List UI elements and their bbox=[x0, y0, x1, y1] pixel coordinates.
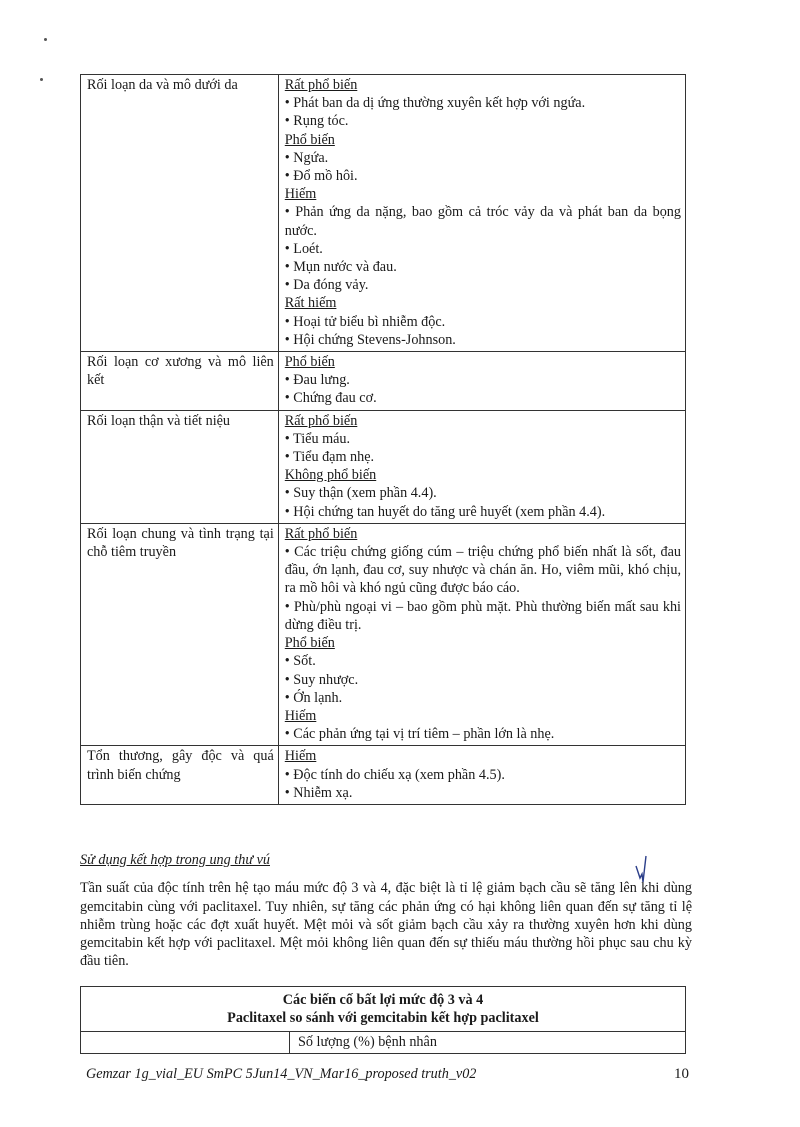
frequency-heading: Rất phổ biến bbox=[284, 77, 358, 93]
reaction-item: • Sốt. bbox=[284, 653, 316, 670]
scan-speck bbox=[44, 38, 47, 41]
reaction-item: • Các phản ứng tại vị trí tiêm – phần lớn là nhẹ. bbox=[284, 726, 555, 743]
reaction-item: • Ngứa. bbox=[284, 149, 329, 166]
organ-class-cell: Rối loạn cơ xương và mô liên kết bbox=[81, 352, 279, 411]
frequency-heading: Phổ biến bbox=[284, 354, 335, 371]
reaction-item: • Da đóng vảy. bbox=[284, 277, 369, 294]
reactions-cell bbox=[278, 75, 685, 352]
reaction-item: • Hội chứng Stevens-Johnson. bbox=[284, 331, 456, 348]
reaction-item: • Hội chứng tan huyết do tăng urê huyết (xem phần 4.4). bbox=[284, 503, 606, 520]
footer-doc-id: Gemzar 1g_vial_EU SmPC 5Jun14_VN_Mar16_proposed truth_v02 bbox=[86, 1066, 477, 1082]
grade-3-4-table bbox=[80, 986, 686, 1054]
frequency-heading: Phổ biến bbox=[284, 635, 335, 652]
combination-section bbox=[80, 851, 692, 971]
table-row bbox=[81, 523, 686, 745]
reaction-item: • Độc tính do chiếu xạ (xem phần 4.5). bbox=[284, 766, 505, 783]
reaction-item: • Tiểu đạm nhẹ. bbox=[284, 449, 375, 466]
reaction-item: • Phản ứng da nặng, bao gồm cả tróc vảy da và phát ban da bọng nước. bbox=[284, 204, 681, 239]
reactions-cell bbox=[278, 746, 685, 805]
frequency-heading: Không phổ biến bbox=[284, 467, 377, 484]
reaction-item: • Loét. bbox=[284, 240, 323, 257]
grade-table-empty-cell bbox=[81, 1031, 290, 1053]
grade-title-line-2: Paclitaxel so sánh với gemcitabin kết hợp paclitaxel bbox=[227, 1010, 539, 1027]
organ-class-cell: Rối loạn da và mô dưới da bbox=[81, 75, 279, 352]
frequency-heading: Rất hiếm bbox=[284, 295, 337, 312]
reaction-item: • Đau lưng. bbox=[284, 372, 350, 389]
grade-table-col-header: Số lượng (%) bệnh nhân bbox=[290, 1031, 686, 1053]
table-row bbox=[81, 352, 686, 411]
grade-table-title bbox=[81, 987, 686, 1032]
reaction-item: • Các triệu chứng giống cúm – triệu chứng phổ biến nhất là sốt, đau đầu, ớn lạnh, đau cơ, suy nhược và chán ăn. Ho, viêm mũi, khó chịu, ra mồ hôi và khó ngủ cũng được báo cáo. bbox=[284, 544, 681, 597]
reaction-item: • Rụng tóc. bbox=[284, 113, 349, 130]
reactions-cell bbox=[278, 523, 685, 745]
reaction-item: • Suy nhược. bbox=[284, 671, 359, 688]
grade-title-line-1: Các biến cố bất lợi mức độ 3 và 4 bbox=[282, 992, 484, 1008]
reaction-item: • Đổ mồ hôi. bbox=[284, 168, 358, 185]
frequency-heading: Rất phổ biến bbox=[284, 412, 358, 429]
frequency-heading: Hiếm bbox=[284, 707, 317, 724]
reaction-item: • Phát ban da dị ứng thường xuyên kết hợp với ngứa. bbox=[284, 95, 586, 112]
combination-paragraph: Tần suất của độc tính trên hệ tạo máu mức độ 3 và 4, đặc biệt là tỉ lệ giảm bạch cầu sẽ tăng lên khi dùng gemcitabin cùng với paclitaxel. Tuy nhiên, sự tăng các phản ứng có hại không liên quan đến sự tăng tỉ lệ nhiễm trùng hoặc các đợt xuất huyết. Mệt mỏi và sốt giảm bạch cầu xảy ra thường xuyên hơn khi dùng gemcitabin kết hợp với paclitaxel. Mệt mỏi không liên quan đến sự thiếu máu thường hồi phục sau chu kỳ đầu tiên. bbox=[80, 880, 692, 970]
organ-class-cell: Rối loạn chung và tình trạng tại chỗ tiêm truyền bbox=[81, 523, 279, 745]
handwritten-check-mark bbox=[632, 852, 654, 886]
reactions-cell bbox=[278, 352, 685, 411]
organ-class-cell: Tổn thương, gây độc và quá trình biến chứng bbox=[81, 746, 279, 805]
page-number: 10 bbox=[674, 1066, 689, 1082]
frequency-heading: Hiếm bbox=[284, 186, 317, 203]
reaction-item: • Tiểu máu. bbox=[284, 430, 351, 447]
reaction-item: • Mụn nước và đau. bbox=[284, 259, 397, 276]
reactions-cell bbox=[278, 410, 685, 523]
reaction-item: • Nhiễm xạ. bbox=[284, 784, 353, 801]
frequency-heading: Rất phổ biến bbox=[284, 525, 358, 542]
reaction-item: • Ớn lạnh. bbox=[284, 689, 343, 706]
table-row bbox=[81, 410, 686, 523]
table-row bbox=[81, 746, 686, 805]
adverse-events-table bbox=[80, 74, 686, 805]
organ-class-cell: Rối loạn thận và tiết niệu bbox=[81, 410, 279, 523]
reaction-item: • Chứng đau cơ. bbox=[284, 390, 377, 407]
reaction-item: • Hoại tử biểu bì nhiễm độc. bbox=[284, 313, 446, 330]
frequency-heading: Phổ biến bbox=[284, 131, 335, 148]
table-row bbox=[81, 75, 686, 352]
combination-heading: Sử dụng kết hợp trong ung thư vú bbox=[80, 852, 270, 868]
scan-speck bbox=[40, 78, 43, 81]
frequency-heading: Hiếm bbox=[284, 748, 317, 765]
reaction-item: • Suy thận (xem phần 4.4). bbox=[284, 485, 437, 502]
reaction-item: • Phù/phù ngoại vi – bao gồm phù mặt. Phù thường biến mất sau khi dừng điều trị. bbox=[284, 598, 681, 633]
